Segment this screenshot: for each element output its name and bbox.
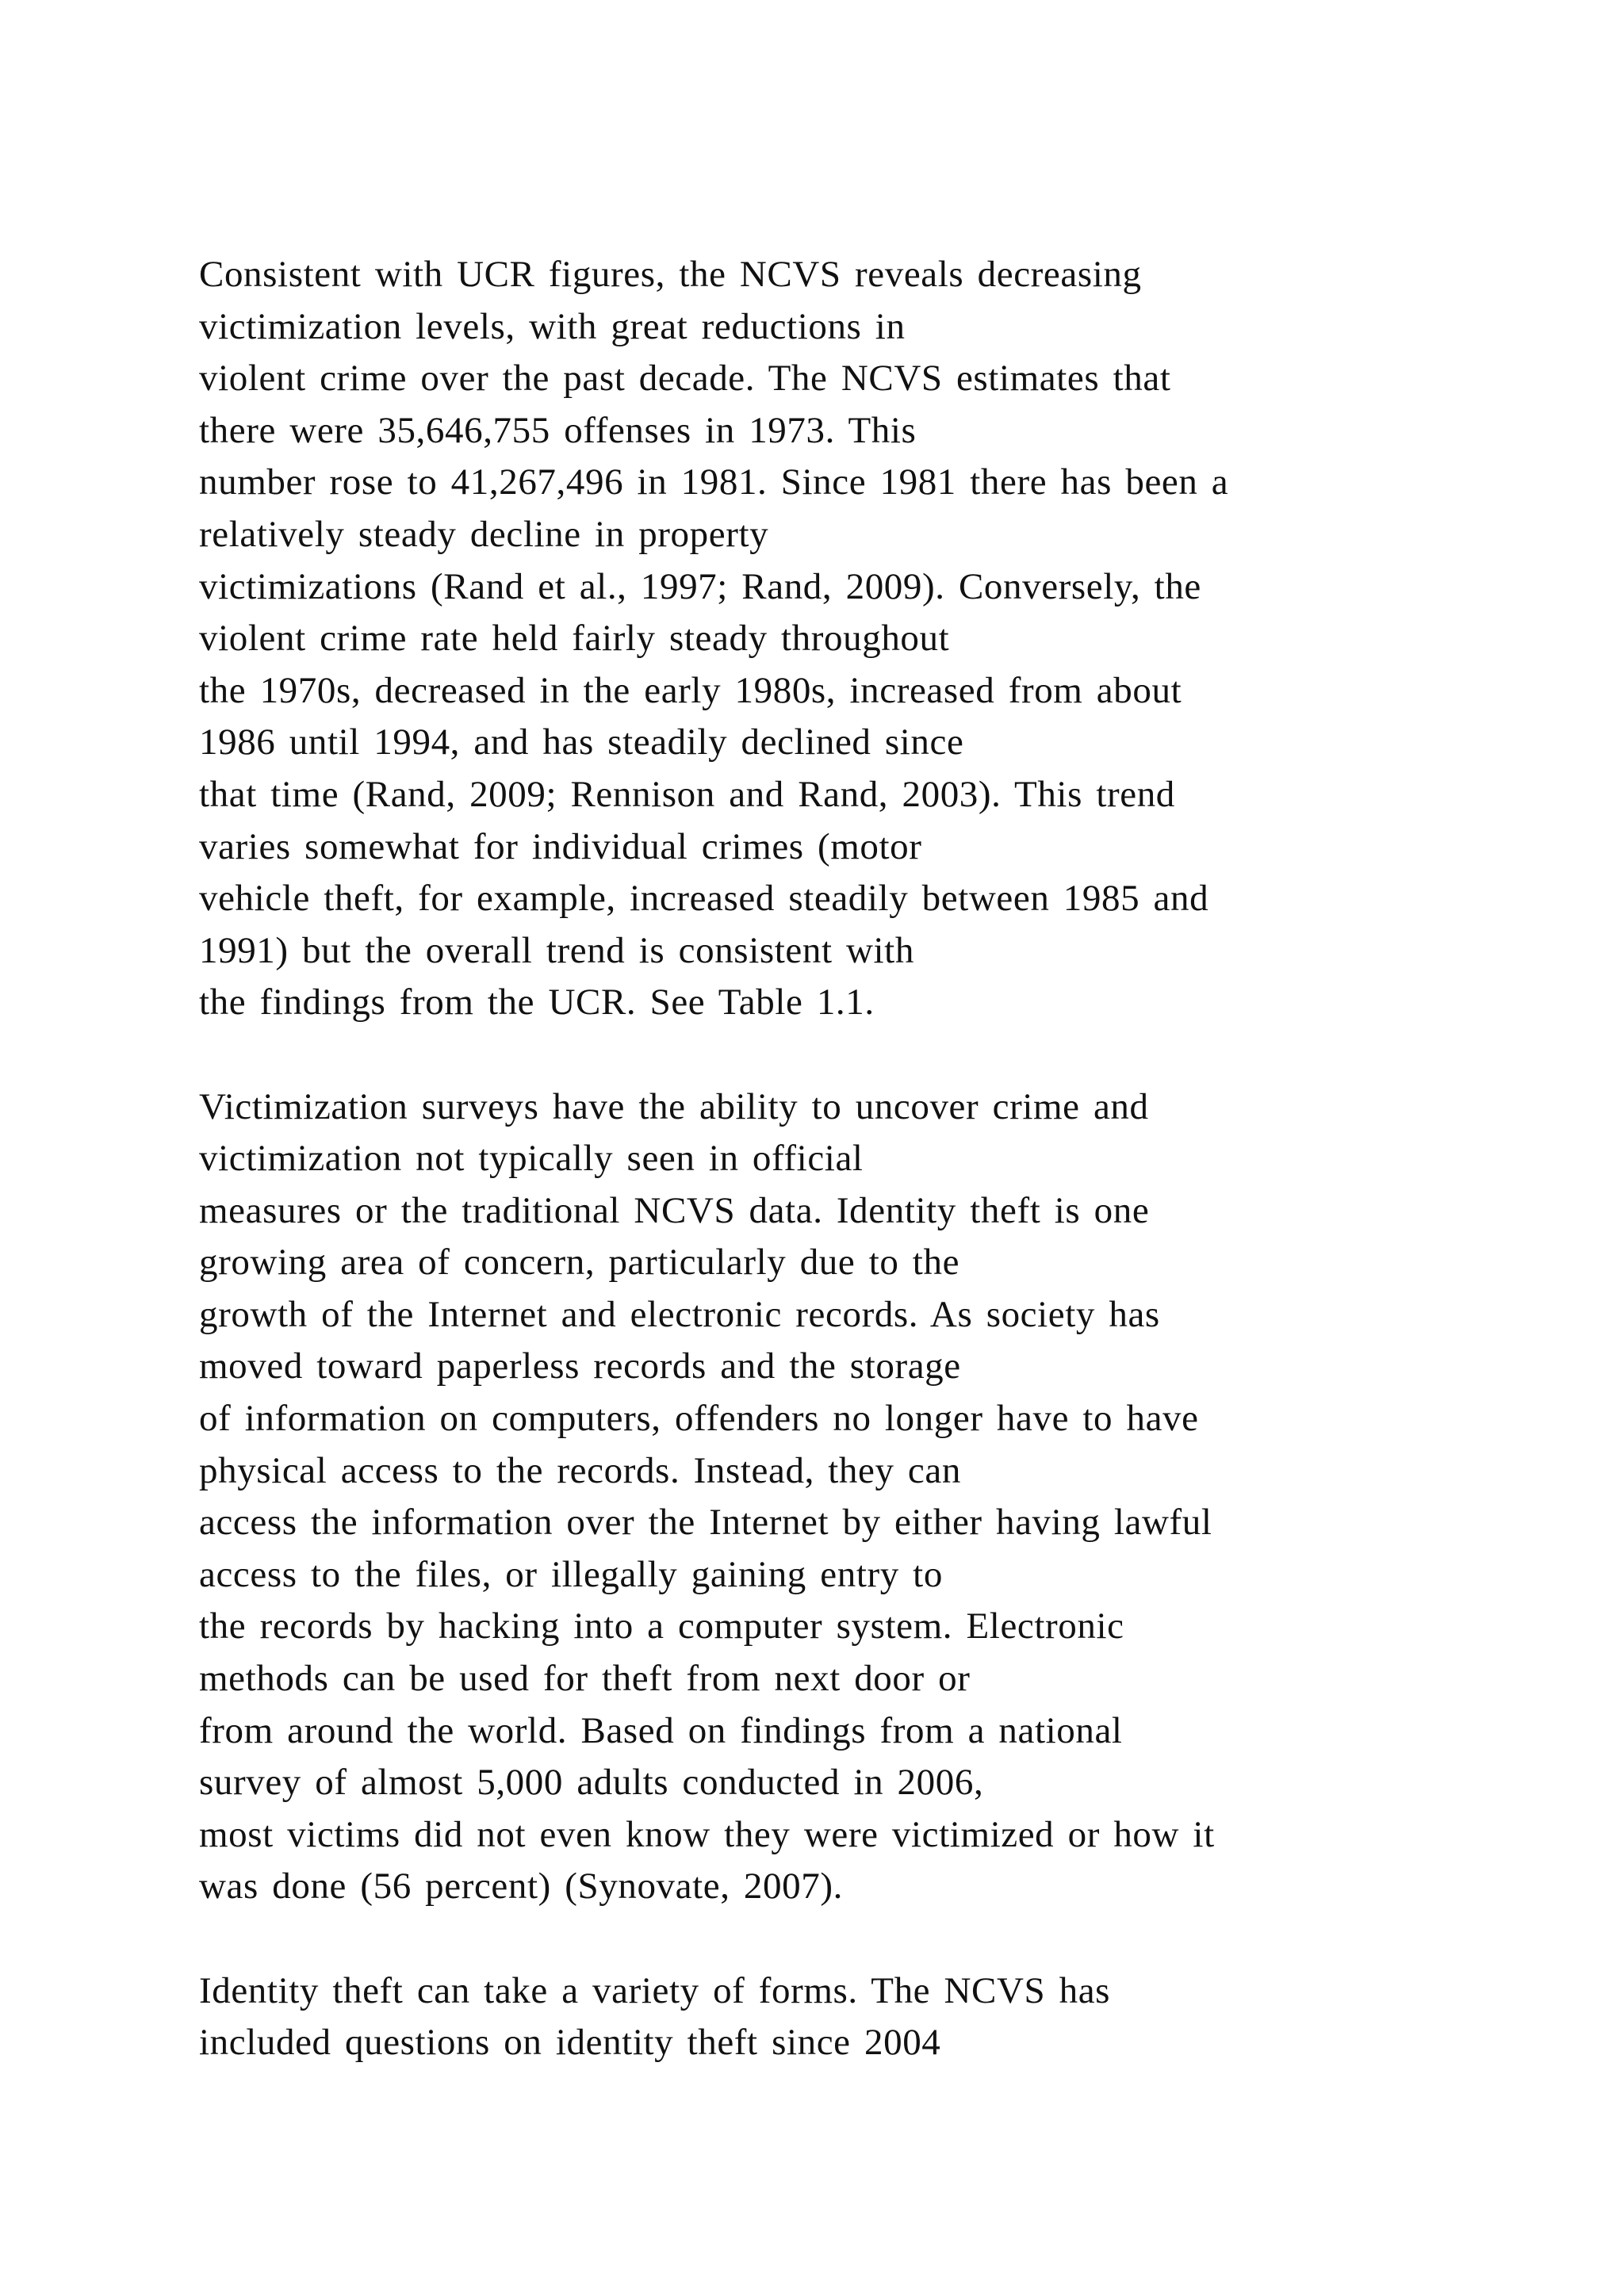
- paragraph-gap: [199, 1029, 1547, 1081]
- text-line: 1986 until 1994, and has steadily declined since: [199, 721, 964, 763]
- paragraph: [199, 249, 1547, 1029]
- text-line: victimization levels, with great reductions in: [199, 305, 906, 347]
- text-line: moved toward paperless records and the storage: [199, 1345, 961, 1387]
- text-line: most victims did not even know they were victimized or how it: [199, 1813, 1215, 1855]
- text-line: Consistent with UCR figures, the NCVS reveals decreasing: [199, 254, 1142, 295]
- text-line: the 1970s, decreased in the early 1980s, increased from about: [199, 669, 1182, 711]
- text-line: Victimization surveys have the ability to uncover crime and: [199, 1085, 1149, 1127]
- text-line: there were 35,646,755 offenses in 1973. This: [199, 409, 917, 451]
- text-line: violent crime over the past decade. The NCVS estimates that: [199, 358, 1171, 400]
- text-line: from around the world. Based on findings from a national: [199, 1709, 1123, 1751]
- document-body: [199, 249, 1547, 2069]
- text-line: victimization not typically seen in official: [199, 1138, 864, 1180]
- text-line: access the information over the Internet by either having lawful: [199, 1502, 1212, 1544]
- text-line: number rose to 41,267,496 in 1981. Since 1981 there has been a: [199, 461, 1229, 503]
- text-line: was done (56 percent) (Synovate, 2007).: [199, 1866, 843, 1908]
- paragraph: [199, 1965, 1547, 2069]
- text-line: growth of the Internet and electronic records. As society has: [199, 1293, 1160, 1335]
- text-line: physical access to the records. Instead, they can: [199, 1449, 961, 1491]
- text-line: violent crime rate held fairly steady throughout: [199, 618, 950, 660]
- text-line: the records by hacking into a computer system. Electronic: [199, 1605, 1124, 1647]
- paragraph-gap: [199, 1913, 1547, 1965]
- text-line: that time (Rand, 2009; Rennison and Rand, 2003). This trend: [199, 773, 1175, 815]
- text-line: relatively steady decline in property: [199, 513, 769, 555]
- text-line: victimizations (Rand et al., 1997; Rand, 2009). Conversely, the: [199, 565, 1201, 607]
- text-line: of information on computers, offenders no longer have to have: [199, 1398, 1199, 1440]
- text-line: vehicle theft, for example, increased steadily between 1985 and: [199, 878, 1209, 920]
- paragraph: [199, 1081, 1547, 1914]
- text-line: growing area of concern, particularly due to the: [199, 1242, 960, 1284]
- text-line: access to the files, or illegally gaining entry to: [199, 1553, 943, 1595]
- text-line: included questions on identity theft since 2004: [199, 2022, 941, 2064]
- text-line: methods can be used for theft from next door or: [199, 1658, 971, 1700]
- text-line: Identity theft can take a variety of forms. The NCVS has: [199, 1969, 1111, 2011]
- text-line: 1991) but the overall trend is consistent with: [199, 929, 914, 971]
- text-line: measures or the traditional NCVS data. Identity theft is one: [199, 1189, 1150, 1231]
- text-line: survey of almost 5,000 adults conducted in 2006,: [199, 1762, 984, 1804]
- text-line: varies somewhat for individual crimes (motor: [199, 825, 922, 867]
- text-line: the findings from the UCR. See Table 1.1.: [199, 982, 875, 1024]
